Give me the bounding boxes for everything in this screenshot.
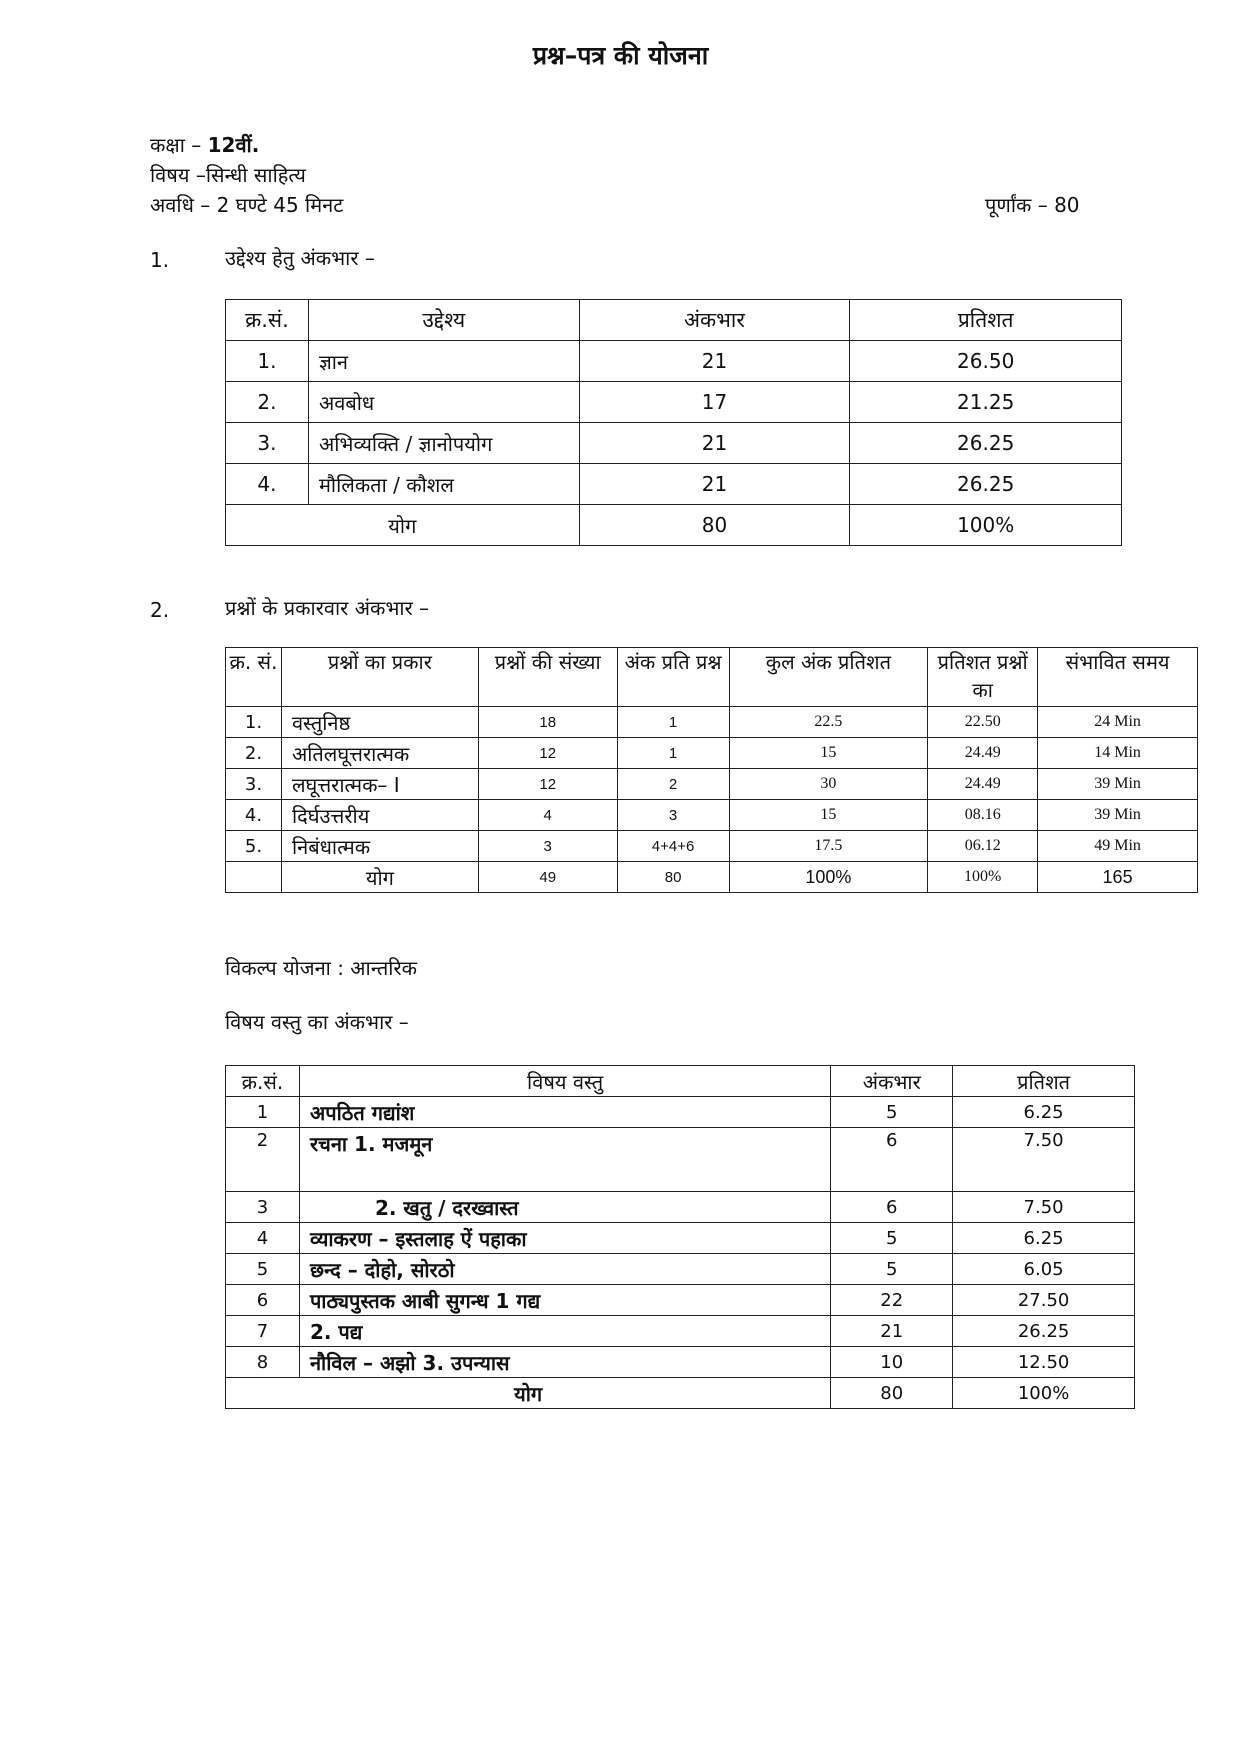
- question-percent-cell: 22.50: [928, 707, 1038, 738]
- total-marks-percent-cell: 22.5: [729, 707, 928, 738]
- options-scheme: विकल्प योजना : आन्तरिक: [225, 956, 418, 980]
- objective-cell: मौलिकता / कौशल: [308, 464, 579, 505]
- question-percent-cell: 06.12: [928, 831, 1038, 862]
- subject-line: विषय –सिन्धी साहित्य: [150, 163, 306, 187]
- percent-cell: 26.25: [850, 464, 1122, 505]
- marks-cell: 21: [579, 423, 850, 464]
- marks-per-question-cell: 1: [617, 738, 729, 769]
- column-header: क्र.सं.: [226, 300, 309, 341]
- serial-cell: 3: [226, 1192, 300, 1223]
- table-header-row: [226, 648, 1198, 707]
- time-cell: 24 Min: [1038, 707, 1198, 738]
- class-label: कक्षा –: [150, 133, 202, 157]
- total-label: योग: [226, 505, 580, 546]
- total-question-count: 49: [478, 862, 617, 893]
- column-header: उद्देश्य: [308, 300, 579, 341]
- content-cell: रचना 1. मजमून: [299, 1128, 830, 1192]
- empty-cell: [226, 862, 282, 893]
- class-value: 12वीं.: [207, 133, 260, 157]
- table-row: [226, 1285, 1135, 1316]
- table-row: [226, 1097, 1135, 1128]
- serial-cell: 3.: [226, 769, 282, 800]
- objective-cell: अवबोध: [308, 382, 579, 423]
- total-marks-percent: 100%: [729, 862, 928, 893]
- question-count-cell: 12: [478, 769, 617, 800]
- total-percent: 100%: [850, 505, 1122, 546]
- question-type-cell: अतिलघूत्तरात्मक: [281, 738, 478, 769]
- question-count-cell: 4: [478, 800, 617, 831]
- content-cell: छन्द – दोहो, सोरठो: [299, 1254, 830, 1285]
- column-header: प्रतिशत: [850, 300, 1122, 341]
- table-row: [226, 423, 1122, 464]
- question-type-cell: निबंधात्मक: [281, 831, 478, 862]
- marks-per-question-cell: 2: [617, 769, 729, 800]
- total-marks: 80: [617, 862, 729, 893]
- table-row: [226, 1223, 1135, 1254]
- class-line: [150, 130, 259, 160]
- total-time: 165: [1038, 862, 1198, 893]
- serial-cell: 1: [226, 1097, 300, 1128]
- question-type-table: [225, 647, 1198, 893]
- marks-per-question-cell: 3: [617, 800, 729, 831]
- serial-cell: 6: [226, 1285, 300, 1316]
- percent-cell: 7.50: [953, 1192, 1135, 1223]
- content-cell: व्याकरण – इस्तलाह ऐं पहाका: [299, 1223, 830, 1254]
- serial-cell: 2: [226, 1128, 300, 1192]
- total-marks-percent-cell: 15: [729, 738, 928, 769]
- section3-heading: विषय वस्तु का अंकभार –: [225, 1010, 409, 1034]
- serial-cell: 3.: [226, 423, 309, 464]
- content-cell: 2. पद्य: [299, 1316, 830, 1347]
- percent-cell: 21.25: [850, 382, 1122, 423]
- total-marks-percent-cell: 17.5: [729, 831, 928, 862]
- total-marks-percent-cell: 15: [729, 800, 928, 831]
- objective-weightage-table: [225, 299, 1122, 546]
- serial-cell: 1.: [226, 707, 282, 738]
- question-count-cell: 12: [478, 738, 617, 769]
- section2-number: 2.: [150, 598, 170, 622]
- column-header: अंकभार: [831, 1066, 953, 1097]
- question-count-cell: 3: [478, 831, 617, 862]
- column-header: अंक प्रति प्रश्न: [617, 648, 729, 707]
- serial-cell: 7: [226, 1316, 300, 1347]
- table-header-row: [226, 300, 1122, 341]
- time-cell: 14 Min: [1038, 738, 1198, 769]
- marks-cell: 21: [579, 464, 850, 505]
- time-cell: 39 Min: [1038, 800, 1198, 831]
- table-row: [226, 707, 1198, 738]
- question-percent-cell: 24.49: [928, 769, 1038, 800]
- duration-line: अवधि – 2 घण्टे 45 मिनट: [150, 193, 344, 217]
- table-row: [226, 464, 1122, 505]
- table-row: [226, 769, 1198, 800]
- marks-cell: 22: [831, 1285, 953, 1316]
- max-marks: पूर्णांक – 80: [985, 193, 1080, 217]
- table-row: [226, 382, 1122, 423]
- marks-cell: 5: [831, 1254, 953, 1285]
- marks-cell: 21: [579, 341, 850, 382]
- total-marks: 80: [831, 1378, 953, 1409]
- time-cell: 39 Min: [1038, 769, 1198, 800]
- content-cell: अपठित गद्यांश: [299, 1097, 830, 1128]
- column-header: कुल अंक प्रतिशत: [729, 648, 928, 707]
- objective-cell: अभिव्यक्ति / ज्ञानोपयोग: [308, 423, 579, 464]
- table-total-row: [226, 1378, 1135, 1409]
- question-type-cell: दिर्घउत्तरीय: [281, 800, 478, 831]
- marks-cell: 21: [831, 1316, 953, 1347]
- section1-heading: उद्देश्य हेतु अंकभार –: [225, 246, 375, 270]
- serial-cell: 2.: [226, 382, 309, 423]
- table-row: [226, 341, 1122, 382]
- table-row: [226, 1192, 1135, 1223]
- question-count-cell: 18: [478, 707, 617, 738]
- total-question-percent: 100%: [928, 862, 1038, 893]
- question-type-cell: लघूत्तरात्मक– I: [281, 769, 478, 800]
- column-header: क्र. सं.: [226, 648, 282, 707]
- column-header: संभावित समय: [1038, 648, 1198, 707]
- table-total-row: [226, 505, 1122, 546]
- table-row: [226, 1316, 1135, 1347]
- section1-number: 1.: [150, 248, 170, 272]
- objective-cell: ज्ञान: [308, 341, 579, 382]
- table-row: [226, 1128, 1135, 1192]
- total-marks: 80: [579, 505, 850, 546]
- column-header: प्रश्नों की संख्या: [478, 648, 617, 707]
- column-header: क्र.सं.: [226, 1066, 300, 1097]
- column-header: विषय वस्तु: [299, 1066, 830, 1097]
- section2-heading: प्रश्नों के प्रकारवार अंकभार –: [225, 596, 430, 620]
- percent-cell: 6.25: [953, 1223, 1135, 1254]
- column-header: प्रतिशत प्रश्नों का: [928, 648, 1038, 707]
- serial-cell: 4.: [226, 464, 309, 505]
- serial-cell: 4.: [226, 800, 282, 831]
- table-row: [226, 831, 1198, 862]
- total-marks-percent-cell: 30: [729, 769, 928, 800]
- total-label: योग: [226, 1378, 831, 1409]
- percent-cell: 26.25: [850, 423, 1122, 464]
- table-row: [226, 800, 1198, 831]
- content-cell: 2. खतु / दरख्वास्त: [299, 1192, 830, 1223]
- content-cell: पाठ्यपुस्तक आबी सुगन्ध 1 गद्य: [299, 1285, 830, 1316]
- marks-cell: 5: [831, 1223, 953, 1254]
- total-percent: 100%: [953, 1378, 1135, 1409]
- question-percent-cell: 24.49: [928, 738, 1038, 769]
- marks-cell: 6: [831, 1192, 953, 1223]
- time-cell: 49 Min: [1038, 831, 1198, 862]
- marks-cell: 5: [831, 1097, 953, 1128]
- percent-cell: 7.50: [953, 1128, 1135, 1192]
- table-total-row: [226, 862, 1198, 893]
- marks-cell: 17: [579, 382, 850, 423]
- serial-cell: 5: [226, 1254, 300, 1285]
- percent-cell: 26.50: [850, 341, 1122, 382]
- serial-cell: 1.: [226, 341, 309, 382]
- serial-cell: 8: [226, 1347, 300, 1378]
- serial-cell: 5.: [226, 831, 282, 862]
- marks-per-question-cell: 4+4+6: [617, 831, 729, 862]
- marks-cell: 6: [831, 1128, 953, 1192]
- percent-cell: 26.25: [953, 1316, 1135, 1347]
- serial-cell: 2.: [226, 738, 282, 769]
- marks-per-question-cell: 1: [617, 707, 729, 738]
- table-row: [226, 1347, 1135, 1378]
- content-cell: नौविल – अझो 3. उपन्यास: [299, 1347, 830, 1378]
- column-header: अंकभार: [579, 300, 850, 341]
- table-header-row: [226, 1066, 1135, 1097]
- table-row: [226, 738, 1198, 769]
- marks-cell: 10: [831, 1347, 953, 1378]
- total-label: योग: [281, 862, 478, 893]
- column-header: प्रतिशत: [953, 1066, 1135, 1097]
- table-row: [226, 1254, 1135, 1285]
- percent-cell: 6.05: [953, 1254, 1135, 1285]
- percent-cell: 27.50: [953, 1285, 1135, 1316]
- question-type-cell: वस्तुनिष्ठ: [281, 707, 478, 738]
- column-header: प्रश्नों का प्रकार: [281, 648, 478, 707]
- page-title: प्रश्न–पत्र की योजना: [532, 41, 709, 70]
- percent-cell: 6.25: [953, 1097, 1135, 1128]
- question-percent-cell: 08.16: [928, 800, 1038, 831]
- serial-cell: 4: [226, 1223, 300, 1254]
- content-weightage-table: [225, 1065, 1135, 1409]
- percent-cell: 12.50: [953, 1347, 1135, 1378]
